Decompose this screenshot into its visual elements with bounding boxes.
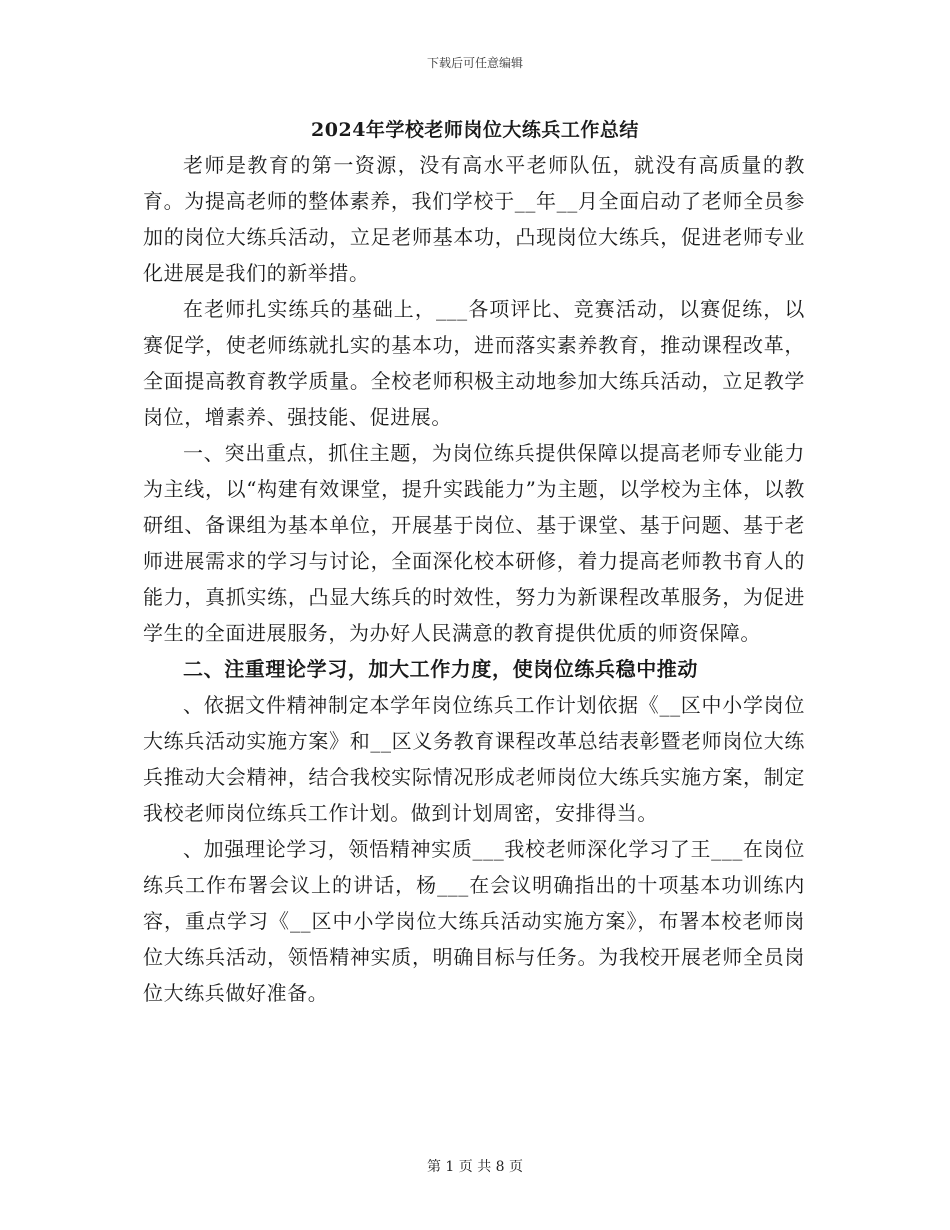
section-heading: 二、注重理论学习，加大工作力度，使岗位练兵稳中推动 [183,657,698,681]
document-title: 2024年学校老师岗位大练兵工作总结 [311,119,639,141]
document-body [143,147,805,1011]
section-paragraph: 、加强理论学习，领悟精神实质___我校老师深化学习了王___在岗位练兵工作布署会议上的讲话，杨___在会议明确指出的十项基本功训练内容，重点学习《__区中小学岗位大练兵活动实施方案》，布署本校老师岗位大练兵活动，领悟精神实质，明确目标与任务。为我校开展老师全员岗位大练兵做好准备。 [143,837,805,1005]
section-paragraph: 、依据文件精神制定本学年岗位练兵工作计划依据《__区中小学岗位大练兵活动实施方案》和__区义务教育课程改革总结表彰暨老师岗位大练兵推动大会精神，结合我校实际情况形成老师岗位大练兵实施方案，制定我校老师岗位练兵工作计划。做到计划周密，安排得当。 [143,693,805,825]
body-paragraph: 一、突出重点，抓住主题，为岗位练兵提供保障以提高老师专业能力为主线，以“构建有效课堂，提升实践能力”为主题，以学校为主体，以教研组、备课组为基本单位，开展基于岗位、基于课堂、基于问题、基于老师进展需求的学习与讨论，全面深化校本研修，着力提高老师教书育人的能力，真抓实练，凸显大练兵的时效性，努力为新课程改革服务，为促进学生的全面进展服务，为办好人民满意的教育提供优质的师资保障。 [143,441,805,645]
header-note: 下载后可任意编辑 [426,56,523,70]
body-paragraph: 在老师扎实练兵的基础上，___各项评比、竞赛活动，以赛促练，以赛促学，使老师练就扎实的基本功，进而落实素养教育，推动课程改革，全面提高教育教学质量。全校老师积极主动地参加大练兵活动，立足教学岗位，增素养、强技能、促进展。 [143,297,805,429]
page-number-footer: 第 1 页 共 8 页 [426,1159,524,1175]
body-paragraph: 老师是教育的第一资源，没有高水平老师队伍，就没有高质量的教育。为提高老师的整体素养，我们学校于__年__月全面启动了老师全员参加的岗位大练兵活动，立足老师基本功，凸现岗位大练兵，促进老师专业化进展是我们的新举措。 [143,153,805,285]
